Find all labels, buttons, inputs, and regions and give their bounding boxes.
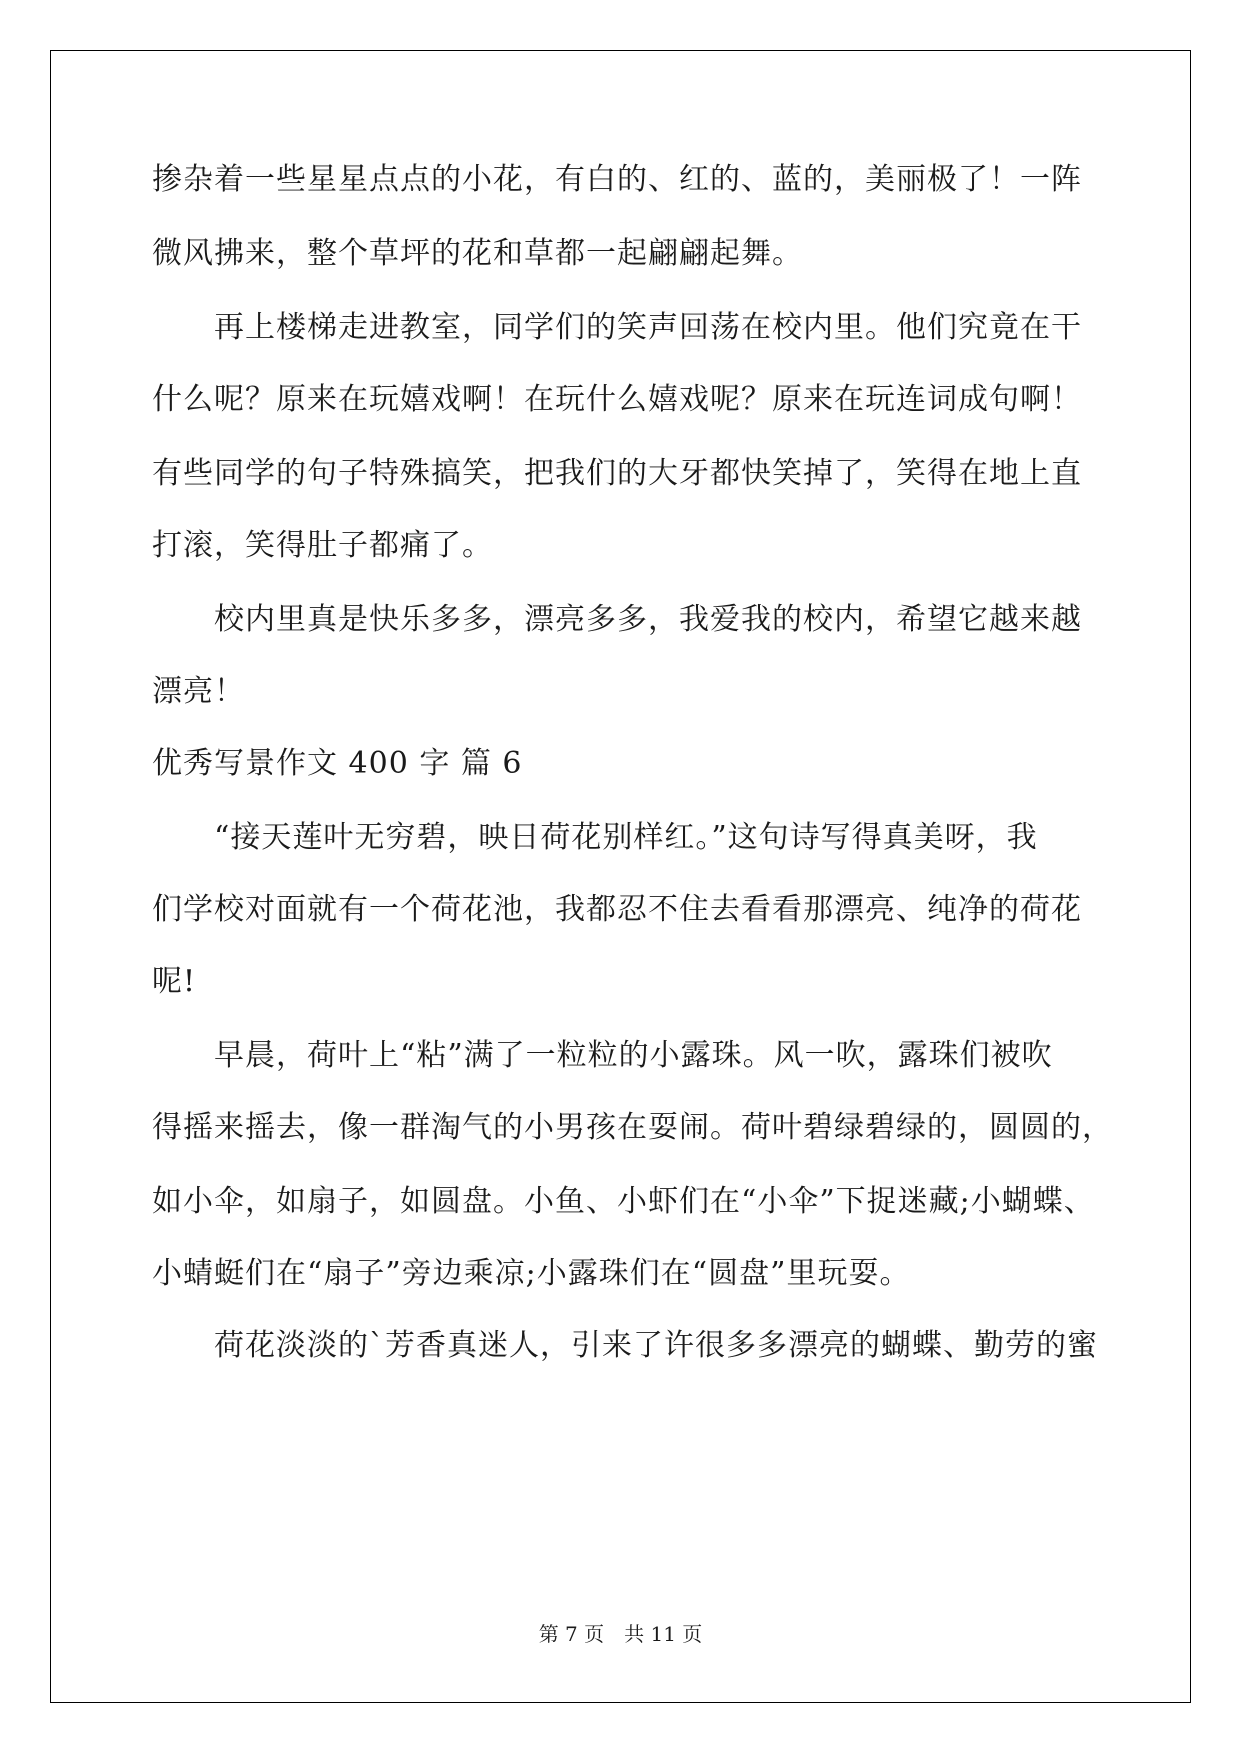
- text-line: 得摇来摇去，像一群淘气的小男孩在耍闹。荷叶碧绿碧绿的，圆圆的，: [152, 1110, 1113, 1145]
- text-line: 校内里真是快乐多多，漂亮多多，我爱我的校内，希望它越来越: [152, 602, 1082, 637]
- text-line: “接天莲叶无穷碧，映日荷花别样红。”这句诗写得真美呀，我: [152, 820, 1038, 855]
- page-number: 第 7 页 共 11 页: [538, 1622, 703, 1646]
- text-line: 有些同学的句子特殊搞笑，把我们的大牙都快笑掉了，笑得在地上直: [152, 456, 1082, 491]
- text-line: 们学校对面就有一个荷花池，我都忍不住去看看那漂亮、纯净的荷花: [152, 892, 1082, 927]
- text-line: 早晨，荷叶上“粘”满了一粒粒的小露珠。风一吹，露珠们被吹: [152, 1038, 1053, 1073]
- section-heading: 优秀写景作文 400 字 篇 6: [152, 746, 523, 781]
- text-line: 打滚，笑得肚子都痛了。: [152, 528, 493, 563]
- text-line: 掺杂着一些星星点点的小花，有白的、红的、蓝的，美丽极了！一阵: [152, 162, 1082, 197]
- text-line: 再上楼梯走进教室，同学们的笑声回荡在校内里。他们究竟在干: [152, 310, 1082, 345]
- text-line: 什么呢？原来在玩嬉戏啊！在玩什么嬉戏呢？原来在玩连词成句啊！: [152, 382, 1082, 417]
- text-line: 漂亮！: [152, 674, 245, 709]
- text-line: 小蜻蜓们在“扇子”旁边乘凉;小露珠们在“圆盘”里玩耍。: [152, 1256, 911, 1291]
- text-line: 呢!: [152, 964, 197, 999]
- page-border: [50, 50, 1191, 1703]
- text-line: 如小伞，如扇子，如圆盘。小鱼、小虾们在“小伞”下捉迷藏;小蝴蝶、: [152, 1184, 1095, 1219]
- text-line: 微风拂来，整个草坪的花和草都一起翩翩起舞。: [152, 236, 803, 271]
- text-line: 荷花淡淡的`芳香真迷人，引来了许很多多漂亮的蝴蝶、勤劳的蜜: [152, 1328, 1098, 1363]
